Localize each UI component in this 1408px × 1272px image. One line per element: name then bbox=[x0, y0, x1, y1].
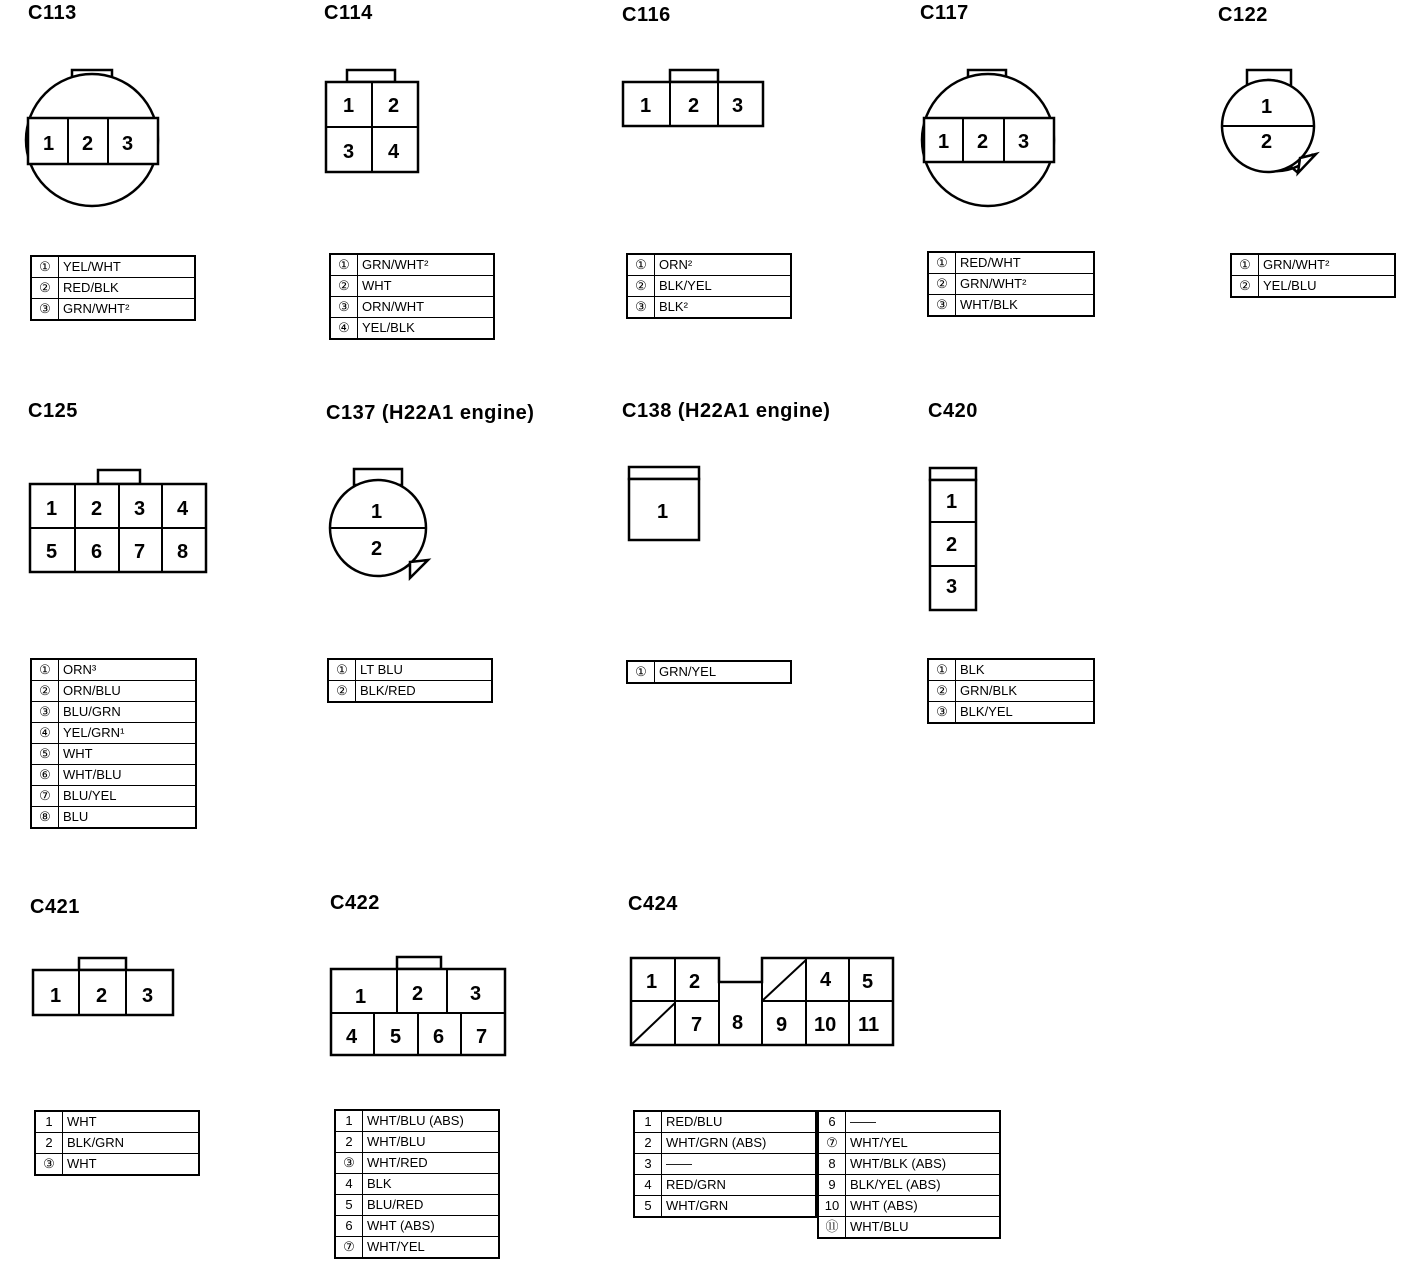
pin-number: 6 bbox=[335, 1216, 363, 1237]
table-row bbox=[928, 681, 1094, 702]
pin-number: ② bbox=[928, 274, 956, 295]
wire-color: WHT/GRN (ABS) bbox=[662, 1133, 817, 1154]
wire-color: BLK² bbox=[655, 297, 792, 319]
pin-label: 2 bbox=[946, 534, 958, 556]
pin-label: 3 bbox=[470, 983, 482, 1005]
connector-title: C113 bbox=[28, 2, 77, 24]
pin-label: 7 bbox=[691, 1014, 703, 1036]
pin-number: ① bbox=[627, 254, 655, 276]
wire-color: GRN/WHT² bbox=[358, 254, 495, 276]
pin-number: ④ bbox=[31, 723, 59, 744]
table-row bbox=[335, 1216, 499, 1237]
pin-label: 4 bbox=[177, 498, 189, 520]
table-row bbox=[818, 1196, 1000, 1217]
pin-number: ⑤ bbox=[31, 744, 59, 765]
wire-color: BLK/GRN bbox=[63, 1133, 200, 1154]
wire-color: RED/WHT bbox=[956, 252, 1095, 274]
pin-number: ⑦ bbox=[818, 1133, 846, 1154]
wire-color: GRN/BLK bbox=[956, 681, 1095, 702]
table-row bbox=[928, 659, 1094, 681]
pin-number: 8 bbox=[818, 1154, 846, 1175]
table-row bbox=[335, 1132, 499, 1153]
pin-label: 6 bbox=[91, 541, 103, 563]
pin-number: 10 bbox=[818, 1196, 846, 1217]
wire-color: WHT (ABS) bbox=[363, 1216, 500, 1237]
pin-label: 1 bbox=[1261, 96, 1273, 118]
wire-color: RED/GRN bbox=[662, 1175, 817, 1196]
table-row bbox=[634, 1196, 816, 1218]
wire-color: BLK/YEL (ABS) bbox=[846, 1175, 1001, 1196]
pin-label: 10 bbox=[814, 1014, 837, 1036]
pin-label: 2 bbox=[82, 133, 94, 155]
pin-label: 3 bbox=[142, 985, 154, 1007]
pin-number: ④ bbox=[330, 318, 358, 340]
pin-label: 5 bbox=[390, 1026, 402, 1048]
pin-label: 1 bbox=[46, 498, 58, 520]
wire-color: WHT/BLU bbox=[59, 765, 197, 786]
table-row bbox=[818, 1154, 1000, 1175]
pin-number: ③ bbox=[31, 702, 59, 723]
wire-color: BLK bbox=[956, 659, 1095, 681]
pin-number: ① bbox=[928, 659, 956, 681]
pin-label: 4 bbox=[820, 969, 832, 991]
pin-label: 3 bbox=[134, 498, 146, 520]
wire-color: YEL/GRN¹ bbox=[59, 723, 197, 744]
table-row bbox=[335, 1237, 499, 1259]
pin-label: 2 bbox=[977, 131, 989, 153]
wire-table-c422 bbox=[334, 1109, 500, 1259]
table-row bbox=[35, 1111, 199, 1133]
pin-number: ② bbox=[928, 681, 956, 702]
wire-table-c424-left bbox=[633, 1110, 817, 1218]
pin-label: 2 bbox=[688, 95, 700, 117]
wire-color: YEL/WHT bbox=[59, 256, 196, 278]
pin-label: 6 bbox=[433, 1026, 445, 1048]
pin-number: ① bbox=[1231, 254, 1259, 276]
wire-color: ORN/WHT bbox=[358, 297, 495, 318]
wire-color: BLK/RED bbox=[356, 681, 493, 703]
table-row bbox=[1231, 276, 1395, 298]
pin-number: ③ bbox=[31, 299, 59, 321]
pin-label: 5 bbox=[862, 971, 874, 993]
wire-color: WHT bbox=[358, 276, 495, 297]
pin-label: 2 bbox=[388, 95, 400, 117]
wire-color: WHT/BLU (ABS) bbox=[363, 1110, 500, 1132]
connector-title: C424 bbox=[628, 893, 678, 915]
wire-color: BLK/YEL bbox=[956, 702, 1095, 724]
pin-number: ① bbox=[31, 659, 59, 681]
wire-color: ORN/BLU bbox=[59, 681, 197, 702]
wire-table-c424-right bbox=[817, 1110, 1001, 1239]
wire-color: GRN/YEL bbox=[655, 661, 792, 683]
pin-number: ③ bbox=[627, 297, 655, 319]
pin-number: ② bbox=[1231, 276, 1259, 298]
connector-title: C422 bbox=[330, 892, 380, 914]
wire-color: GRN/WHT² bbox=[956, 274, 1095, 295]
connector-title: C138 (H22A1 engine) bbox=[622, 400, 831, 422]
pin-label: 2 bbox=[412, 983, 424, 1005]
pin-label: 1 bbox=[343, 95, 355, 117]
pin-number: 2 bbox=[634, 1133, 662, 1154]
table-row bbox=[818, 1175, 1000, 1196]
table-row bbox=[634, 1133, 816, 1154]
wire-color: WHT/BLK bbox=[956, 295, 1095, 317]
connector-title: C421 bbox=[30, 896, 80, 918]
pin-label: 4 bbox=[388, 141, 400, 163]
connector-title: C137 (H22A1 engine) bbox=[326, 402, 535, 424]
table-row bbox=[818, 1133, 1000, 1154]
wire-color: WHT/RED bbox=[363, 1153, 500, 1174]
pin-label: 1 bbox=[43, 133, 55, 155]
pin-label: 2 bbox=[91, 498, 103, 520]
wire-color: BLU/RED bbox=[363, 1195, 500, 1216]
table-row bbox=[928, 702, 1094, 724]
pin-number: ⑦ bbox=[335, 1237, 363, 1259]
pin-label: 1 bbox=[50, 985, 62, 1007]
pin-number: 5 bbox=[634, 1196, 662, 1218]
pin-label: 1 bbox=[355, 986, 367, 1008]
wire-color: GRN/WHT² bbox=[1259, 254, 1396, 276]
pin-label: 7 bbox=[134, 541, 146, 563]
wire-color: WHT/GRN bbox=[662, 1196, 817, 1218]
pin-label: 9 bbox=[776, 1014, 788, 1036]
connector-title: C116 bbox=[622, 4, 671, 26]
table-row bbox=[1231, 254, 1395, 276]
wire-color: —— bbox=[662, 1154, 817, 1175]
connector-title: C420 bbox=[928, 400, 978, 422]
pin-number: ⑪ bbox=[818, 1217, 846, 1239]
wire-color: RED/BLU bbox=[662, 1111, 817, 1133]
pin-number: ③ bbox=[928, 295, 956, 317]
table-row bbox=[818, 1111, 1000, 1133]
table-row bbox=[634, 1154, 816, 1175]
pin-number: ② bbox=[627, 276, 655, 297]
wire-color: BLK/YEL bbox=[655, 276, 792, 297]
pin-label: 4 bbox=[346, 1026, 358, 1048]
pin-label: 5 bbox=[46, 541, 58, 563]
wire-table-c122 bbox=[1230, 253, 1396, 298]
pin-number: 5 bbox=[335, 1195, 363, 1216]
wire-color: WHT (ABS) bbox=[846, 1196, 1001, 1217]
table-row bbox=[35, 1154, 199, 1176]
pin-number: ① bbox=[330, 254, 358, 276]
pin-number: 1 bbox=[634, 1111, 662, 1133]
pin-label: 3 bbox=[122, 133, 134, 155]
wire-table-c421 bbox=[34, 1110, 200, 1176]
pin-number: ⑥ bbox=[31, 765, 59, 786]
connector-title: C122 bbox=[1218, 4, 1268, 26]
pin-number: 9 bbox=[818, 1175, 846, 1196]
pin-number: ① bbox=[328, 659, 356, 681]
pin-number: ① bbox=[31, 256, 59, 278]
pin-label: 2 bbox=[96, 985, 108, 1007]
pin-label: 3 bbox=[1018, 131, 1030, 153]
pin-number: ② bbox=[31, 681, 59, 702]
pin-label: 1 bbox=[640, 95, 652, 117]
pin-number: ① bbox=[928, 252, 956, 274]
wire-color: WHT bbox=[59, 744, 197, 765]
wire-color: WHT/YEL bbox=[846, 1133, 1001, 1154]
pin-number: 4 bbox=[335, 1174, 363, 1195]
pin-label: 1 bbox=[371, 501, 383, 523]
wire-color: WHT/BLU bbox=[363, 1132, 500, 1153]
wire-color: RED/BLK bbox=[59, 278, 196, 299]
pin-number: 1 bbox=[335, 1110, 363, 1132]
pin-number: 1 bbox=[35, 1111, 63, 1133]
pin-label: 8 bbox=[732, 1012, 744, 1034]
pin-label: 11 bbox=[858, 1014, 880, 1036]
wire-color: —— bbox=[846, 1111, 1001, 1133]
wire-color: WHT/BLU bbox=[846, 1217, 1001, 1239]
table-row bbox=[35, 1133, 199, 1154]
table-row bbox=[335, 1153, 499, 1174]
pin-label: 3 bbox=[343, 141, 355, 163]
wire-table-c420 bbox=[927, 658, 1095, 724]
wire-color: LT BLU bbox=[356, 659, 493, 681]
pin-number: ③ bbox=[330, 297, 358, 318]
pin-label: 1 bbox=[657, 501, 669, 523]
table-row bbox=[335, 1174, 499, 1195]
pin-number: 6 bbox=[818, 1111, 846, 1133]
pin-number: ② bbox=[328, 681, 356, 703]
table-row bbox=[335, 1195, 499, 1216]
table-row bbox=[634, 1111, 816, 1133]
pin-number: ⑦ bbox=[31, 786, 59, 807]
pin-label: 1 bbox=[946, 491, 958, 513]
table-row bbox=[634, 1175, 816, 1196]
pin-label: 3 bbox=[732, 95, 744, 117]
wire-color: WHT bbox=[63, 1111, 200, 1133]
wire-color: BLK bbox=[363, 1174, 500, 1195]
pin-number: ② bbox=[31, 278, 59, 299]
pin-number: ③ bbox=[928, 702, 956, 724]
wire-color: BLU/YEL bbox=[59, 786, 197, 807]
pin-number: 2 bbox=[335, 1132, 363, 1153]
wire-color: WHT/YEL bbox=[363, 1237, 500, 1259]
wire-color: YEL/BLK bbox=[358, 318, 495, 340]
pin-label: 1 bbox=[646, 971, 658, 993]
wire-color: ORN³ bbox=[59, 659, 197, 681]
connector-title: C117 bbox=[920, 2, 969, 24]
pin-number: ① bbox=[627, 661, 655, 683]
connector-title: C114 bbox=[324, 2, 373, 24]
pin-label: 2 bbox=[371, 538, 383, 560]
pin-label: 1 bbox=[938, 131, 950, 153]
wire-color: BLU/GRN bbox=[59, 702, 197, 723]
pin-number: 2 bbox=[35, 1133, 63, 1154]
pin-number: ③ bbox=[335, 1153, 363, 1174]
pin-number: ② bbox=[330, 276, 358, 297]
pin-label: 7 bbox=[476, 1026, 488, 1048]
wire-color: WHT/BLK (ABS) bbox=[846, 1154, 1001, 1175]
pin-label: 2 bbox=[1261, 131, 1273, 153]
pin-number: ③ bbox=[35, 1154, 63, 1176]
table-row bbox=[818, 1217, 1000, 1239]
pin-number: 3 bbox=[634, 1154, 662, 1175]
connector-title: C125 bbox=[28, 400, 78, 422]
wire-color: BLU bbox=[59, 807, 197, 829]
wire-color: WHT bbox=[63, 1154, 200, 1176]
table-row bbox=[335, 1110, 499, 1132]
wire-color: ORN² bbox=[655, 254, 792, 276]
pin-label: 2 bbox=[689, 971, 701, 993]
wire-color: YEL/BLU bbox=[1259, 276, 1396, 298]
pin-number: 4 bbox=[634, 1175, 662, 1196]
pin-number: ⑧ bbox=[31, 807, 59, 829]
pin-label: 3 bbox=[946, 576, 958, 598]
wire-color: GRN/WHT² bbox=[59, 299, 196, 321]
pin-label: 8 bbox=[177, 541, 189, 563]
